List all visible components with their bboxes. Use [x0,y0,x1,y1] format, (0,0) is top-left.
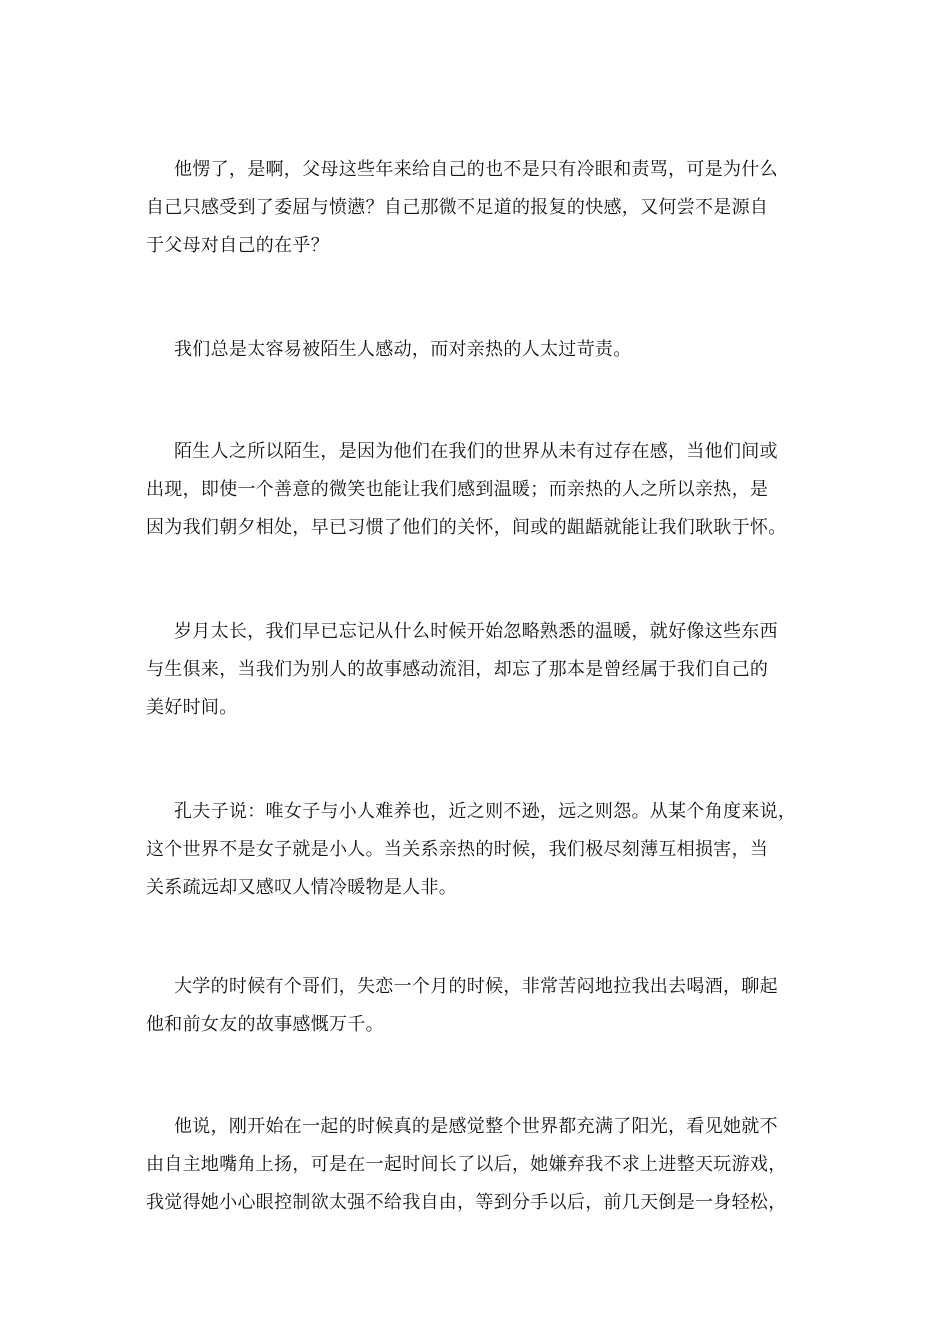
paragraph-line: 这个世界不是女子就是小人。当关系亲热的时候，我们极尽刻薄互相损害，当 [146,839,769,860]
paragraph-line: 与生俱来，当我们为别人的故事感动流泪，却忘了那本是曾经属于我们自己的 [146,659,769,680]
paragraph-1 [146,151,816,265]
paragraph-line: 我觉得她小心眼控制欲太强不给我自由，等到分手以后，前几天倒是一身轻松， [146,1192,787,1213]
paragraph-line: 孔夫子说：唯女子与小人难养也，近之则不逊，远之则怨。从某个角度来说， [174,801,797,822]
paragraph-line: 于父母对自己的在乎？ [146,235,329,256]
paragraph-6 [146,968,816,1044]
paragraph-2 [146,331,816,369]
paragraph-line: 自己只感受到了委屈与愤懑？自己那微不足道的报复的快感，又何尝不是源自 [146,197,769,218]
paragraph-line: 陌生人之所以陌生，是因为他们在我们的世界从未有过存在感，当他们间或 [174,441,778,462]
paragraph-line: 大学的时候有个哥们，失恋一个月的时候，非常苦闷地拉我出去喝酒，聊起 [174,976,778,997]
paragraph-line: 出现，即使一个善意的微笑也能让我们感到温暖；而亲热的人之所以亲热，是 [146,479,769,500]
paragraph-line: 他说，刚开始在一起的时候真的是感觉整个世界都充满了阳光，看见她就不 [174,1116,778,1137]
paragraph-line: 关系疏远却又感叹人情冷暖物是人非。 [146,877,458,898]
paragraph-line: 他和前女友的故事感慨万千。 [146,1014,384,1035]
paragraph-line: 我们总是太容易被陌生人感动，而对亲热的人太过苛责。 [174,339,632,360]
paragraph-5 [146,793,816,907]
paragraph-7 [146,1108,816,1222]
paragraph-line: 他愣了，是啊，父母这些年来给自己的也不是只有冷眼和责骂，可是为什么 [174,159,778,180]
paragraph-line: 因为我们朝夕相处，早已习惯了他们的关怀，间或的龃龉就能让我们耿耿于怀。 [146,517,787,538]
paragraph-line: 岁月太长，我们早已忘记从什么时候开始忽略熟悉的温暖，就好像这些东西 [174,621,778,642]
paragraph-4 [146,613,816,727]
paragraph-3 [146,433,816,547]
paragraph-line: 由自主地嘴角上扬，可是在一起时间长了以后，她嫌弃我不求上进整天玩游戏， [146,1154,787,1175]
paragraph-line: 美好时间。 [146,697,238,718]
